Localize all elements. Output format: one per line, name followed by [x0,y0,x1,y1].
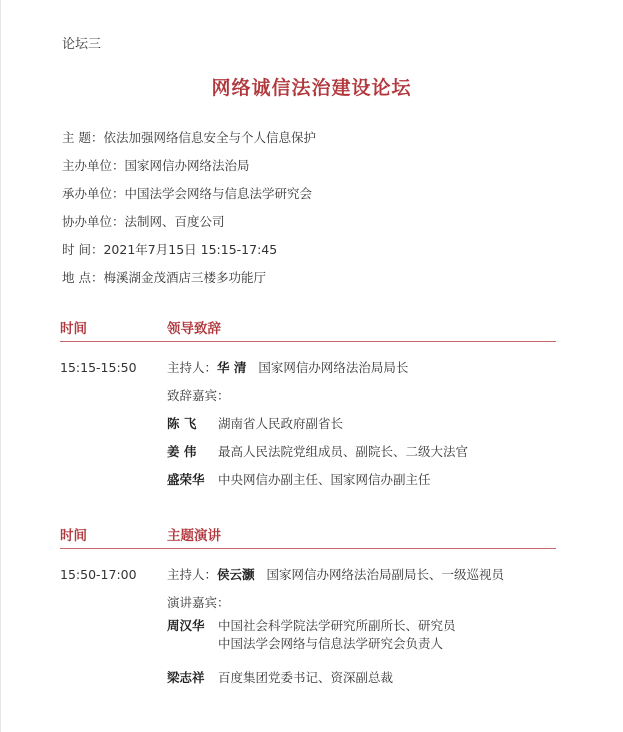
page-edge [0,0,1,732]
speaker-row [167,617,504,664]
speaker-desc-line: 中国社会科学院法学研究所副所长、研究员 [218,618,456,633]
info-label: 地 点： [62,270,104,285]
info-row-time [62,236,316,264]
guests-label: 演讲嘉宾： [167,595,230,610]
speaker-row [167,664,504,692]
info-value: 中国法学会网络与信息法学研究会 [124,186,313,201]
info-label: 时 间： [62,242,104,257]
speaker-desc-line: 中国法学会网络与信息法学研究会负责人 [218,636,444,651]
speaker-row [167,410,408,438]
host-label: 主持人： [167,567,218,582]
info-label: 主办单位： [62,158,125,173]
agenda-details [167,561,504,692]
speaker-row [167,438,469,466]
info-row-co-organizer [62,208,316,236]
info-value: 国家网信办网络法治局 [124,158,250,173]
info-row-host-org [62,152,316,180]
section-header [60,315,556,341]
guests-label: 致辞嘉宾： [167,388,230,403]
speaker-name: 盛荣华 [167,472,205,487]
info-value: 梅溪湖金茂酒店三楼多功能厅 [103,270,266,285]
info-value: 法制网、百度公司 [124,214,225,229]
section-divider [60,548,556,549]
speaker-desc: 百度集团党委书记、资深副总裁 [218,670,394,685]
speaker-desc: 最高人民法院党组成员、副院长、二级大法官 [218,444,469,459]
section-time-header: 时间 [60,528,87,544]
info-label: 协办单位： [62,214,125,229]
speaker-desc [218,617,456,653]
host-line [167,561,504,589]
speaker-name: 周汉华 [167,618,205,633]
speaker-name: 陈 飞 [167,416,197,431]
speaker-name: 梁志祥 [167,670,205,685]
agenda-section-opening [60,315,556,487]
forum-title: 网络诚信法治建设论坛 [211,77,412,99]
host-label: 主持人： [167,360,218,375]
host-name: 侯云灏 [217,567,255,582]
info-row-theme [62,124,316,152]
section-divider [60,341,556,342]
host-name: 华 清 [217,360,247,375]
agenda-time: 15:15-15:50 [60,360,137,375]
forum-label: 论坛三 [62,37,102,52]
host-desc: 国家网信办网络法治局局长 [258,360,409,375]
section-title: 主题演讲 [167,528,221,544]
info-label: 主 题： [62,130,104,145]
speaker-desc: 中央网信办副主任、国家网信办副主任 [218,472,431,487]
forum-info [62,124,316,292]
section-time-header: 时间 [60,321,87,337]
info-value: 依法加强网络信息安全与个人信息保护 [103,130,316,145]
section-title: 领导致辞 [167,321,221,337]
agenda-details [167,354,469,494]
agenda-time: 15:50-17:00 [60,567,137,582]
section-header [60,522,556,548]
speaker-name: 姜 伟 [167,444,197,459]
info-value: 2021年7月15日 15:15-17:45 [103,242,278,257]
host-desc: 国家网信办网络法治局副局长、一级巡视员 [266,567,505,582]
host-line [167,354,408,382]
info-row-venue [62,264,316,292]
speaker-desc: 湖南省人民政府副省长 [218,416,344,431]
speaker-row [167,466,431,494]
info-label: 承办单位： [62,186,125,201]
info-row-organizer [62,180,316,208]
agenda-section-keynote [60,522,556,685]
